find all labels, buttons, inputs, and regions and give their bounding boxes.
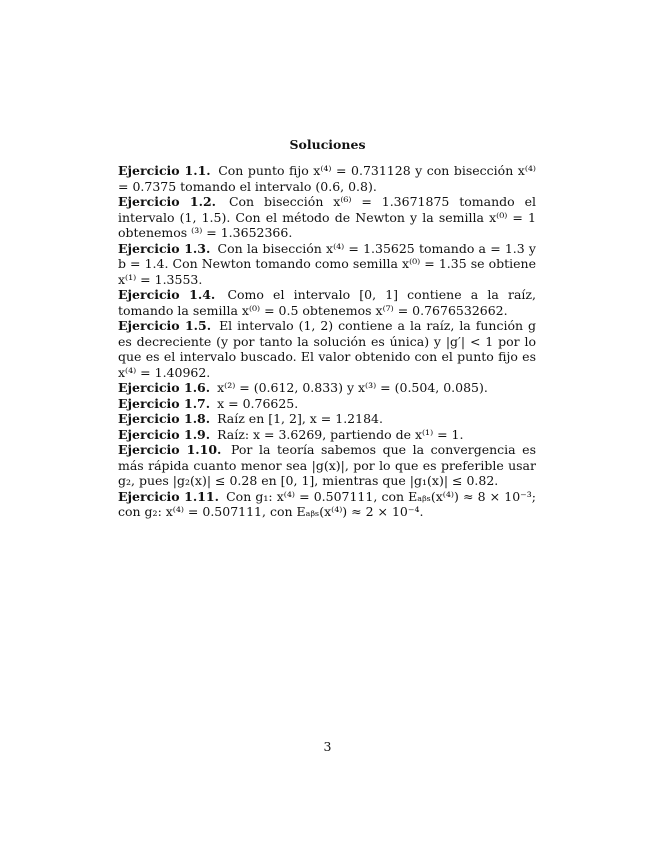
exercise-text: Raíz: x = 3.6269, partiendo de x⁽¹⁾ = 1. — [217, 426, 464, 442]
exercise-1-10 — [118, 442, 536, 489]
exercise-1-4 — [118, 287, 536, 318]
exercise-text: Con bisección x⁽⁶⁾ = 1.3671875 tomando el intervalo (1, 1.5). Con el método de Newton y la semilla x⁽⁰⁾ = 1 obtenemos ⁽³⁾ = 1.3652366. — [118, 194, 536, 240]
exercise-text: Por la teoría sabemos que la convergencia es más rápida cuanto menor sea |g(x)|, por lo que es preferible usar g₂, pues |g₂(x)| ≤ 0.28 en [0, 1], mientras que |g₁(x)| ≤ 0.82. — [118, 442, 536, 488]
exercise-text: Con g₁: x⁽⁴⁾ = 0.507111, con Eₐᵦₛ(x⁽⁴⁾) ≈ 8 × 10⁻³; con g₂: x⁽⁴⁾ = 0.507111, con Eₐᵦₛ(x⁽⁴⁾) ≈ 2 × 10⁻⁴. — [118, 488, 536, 519]
exercise-label: Ejercicio 1.2. — [118, 194, 217, 209]
exercise-1-6 — [118, 380, 536, 396]
exercise-text: x⁽²⁾ = (0.612, 0.833) y x⁽³⁾ = (0.504, 0.085). — [217, 380, 488, 395]
solutions-list — [118, 163, 536, 520]
exercise-label: Ejercicio 1.5. — [118, 318, 212, 333]
exercise-text: Raíz en [1, 2], x = 1.2184. — [217, 411, 383, 426]
exercise-text: Con la bisección x⁽⁴⁾ = 1.35625 tomando a = 1.3 y b = 1.4. Con Newton tomando como semilla x⁽⁰⁾ = 1.35 se obtiene x⁽¹⁾ = 1.3553. — [118, 240, 536, 287]
exercise-label: Ejercicio 1.10. — [118, 442, 222, 457]
exercise-label: Ejercicio 1.1. — [118, 163, 211, 178]
exercise-1-1 — [118, 163, 536, 194]
exercise-1-5 — [118, 318, 536, 380]
page-title: Soluciones — [289, 137, 366, 152]
exercise-label: Ejercicio 1.9. — [118, 426, 211, 442]
exercise-text: Como el intervalo [0, 1] contiene a la raíz, tomando la semilla x⁽⁰⁾ = 0.5 obtenemos x⁽⁷⁾ = 0.7676532662. — [118, 287, 536, 318]
exercise-1-11 — [118, 489, 536, 520]
exercise-label: Ejercicio 1.3. — [118, 240, 211, 256]
exercise-label: Ejercicio 1.4. — [118, 287, 216, 302]
exercise-text: El intervalo (1, 2) contiene a la raíz, la función g es decreciente (y por tanto la solución es única) y |g′| < 1 por lo que es el intervalo buscado. El valor obtenido con el punto fijo es x⁽⁴⁾ = 1.40962. — [118, 318, 536, 380]
exercise-1-8 — [118, 411, 536, 427]
exercise-label: Ejercicio 1.8. — [118, 411, 211, 426]
exercise-1-2 — [118, 194, 536, 241]
page-number: 3 — [323, 739, 332, 754]
exercise-text: x = 0.76625. — [217, 395, 299, 411]
exercise-label: Ejercicio 1.6. — [118, 380, 211, 395]
exercise-1-3 — [118, 241, 536, 288]
exercise-1-9 — [118, 427, 536, 443]
exercise-label: Ejercicio 1.7. — [118, 395, 211, 411]
exercise-label: Ejercicio 1.11. — [118, 488, 219, 504]
exercise-text: Con punto fijo x⁽⁴⁾ = 0.731128 y con bisección x⁽⁴⁾ = 0.7375 tomando el intervalo (0.6, 0.8). — [118, 163, 536, 194]
exercise-1-7 — [118, 396, 536, 412]
